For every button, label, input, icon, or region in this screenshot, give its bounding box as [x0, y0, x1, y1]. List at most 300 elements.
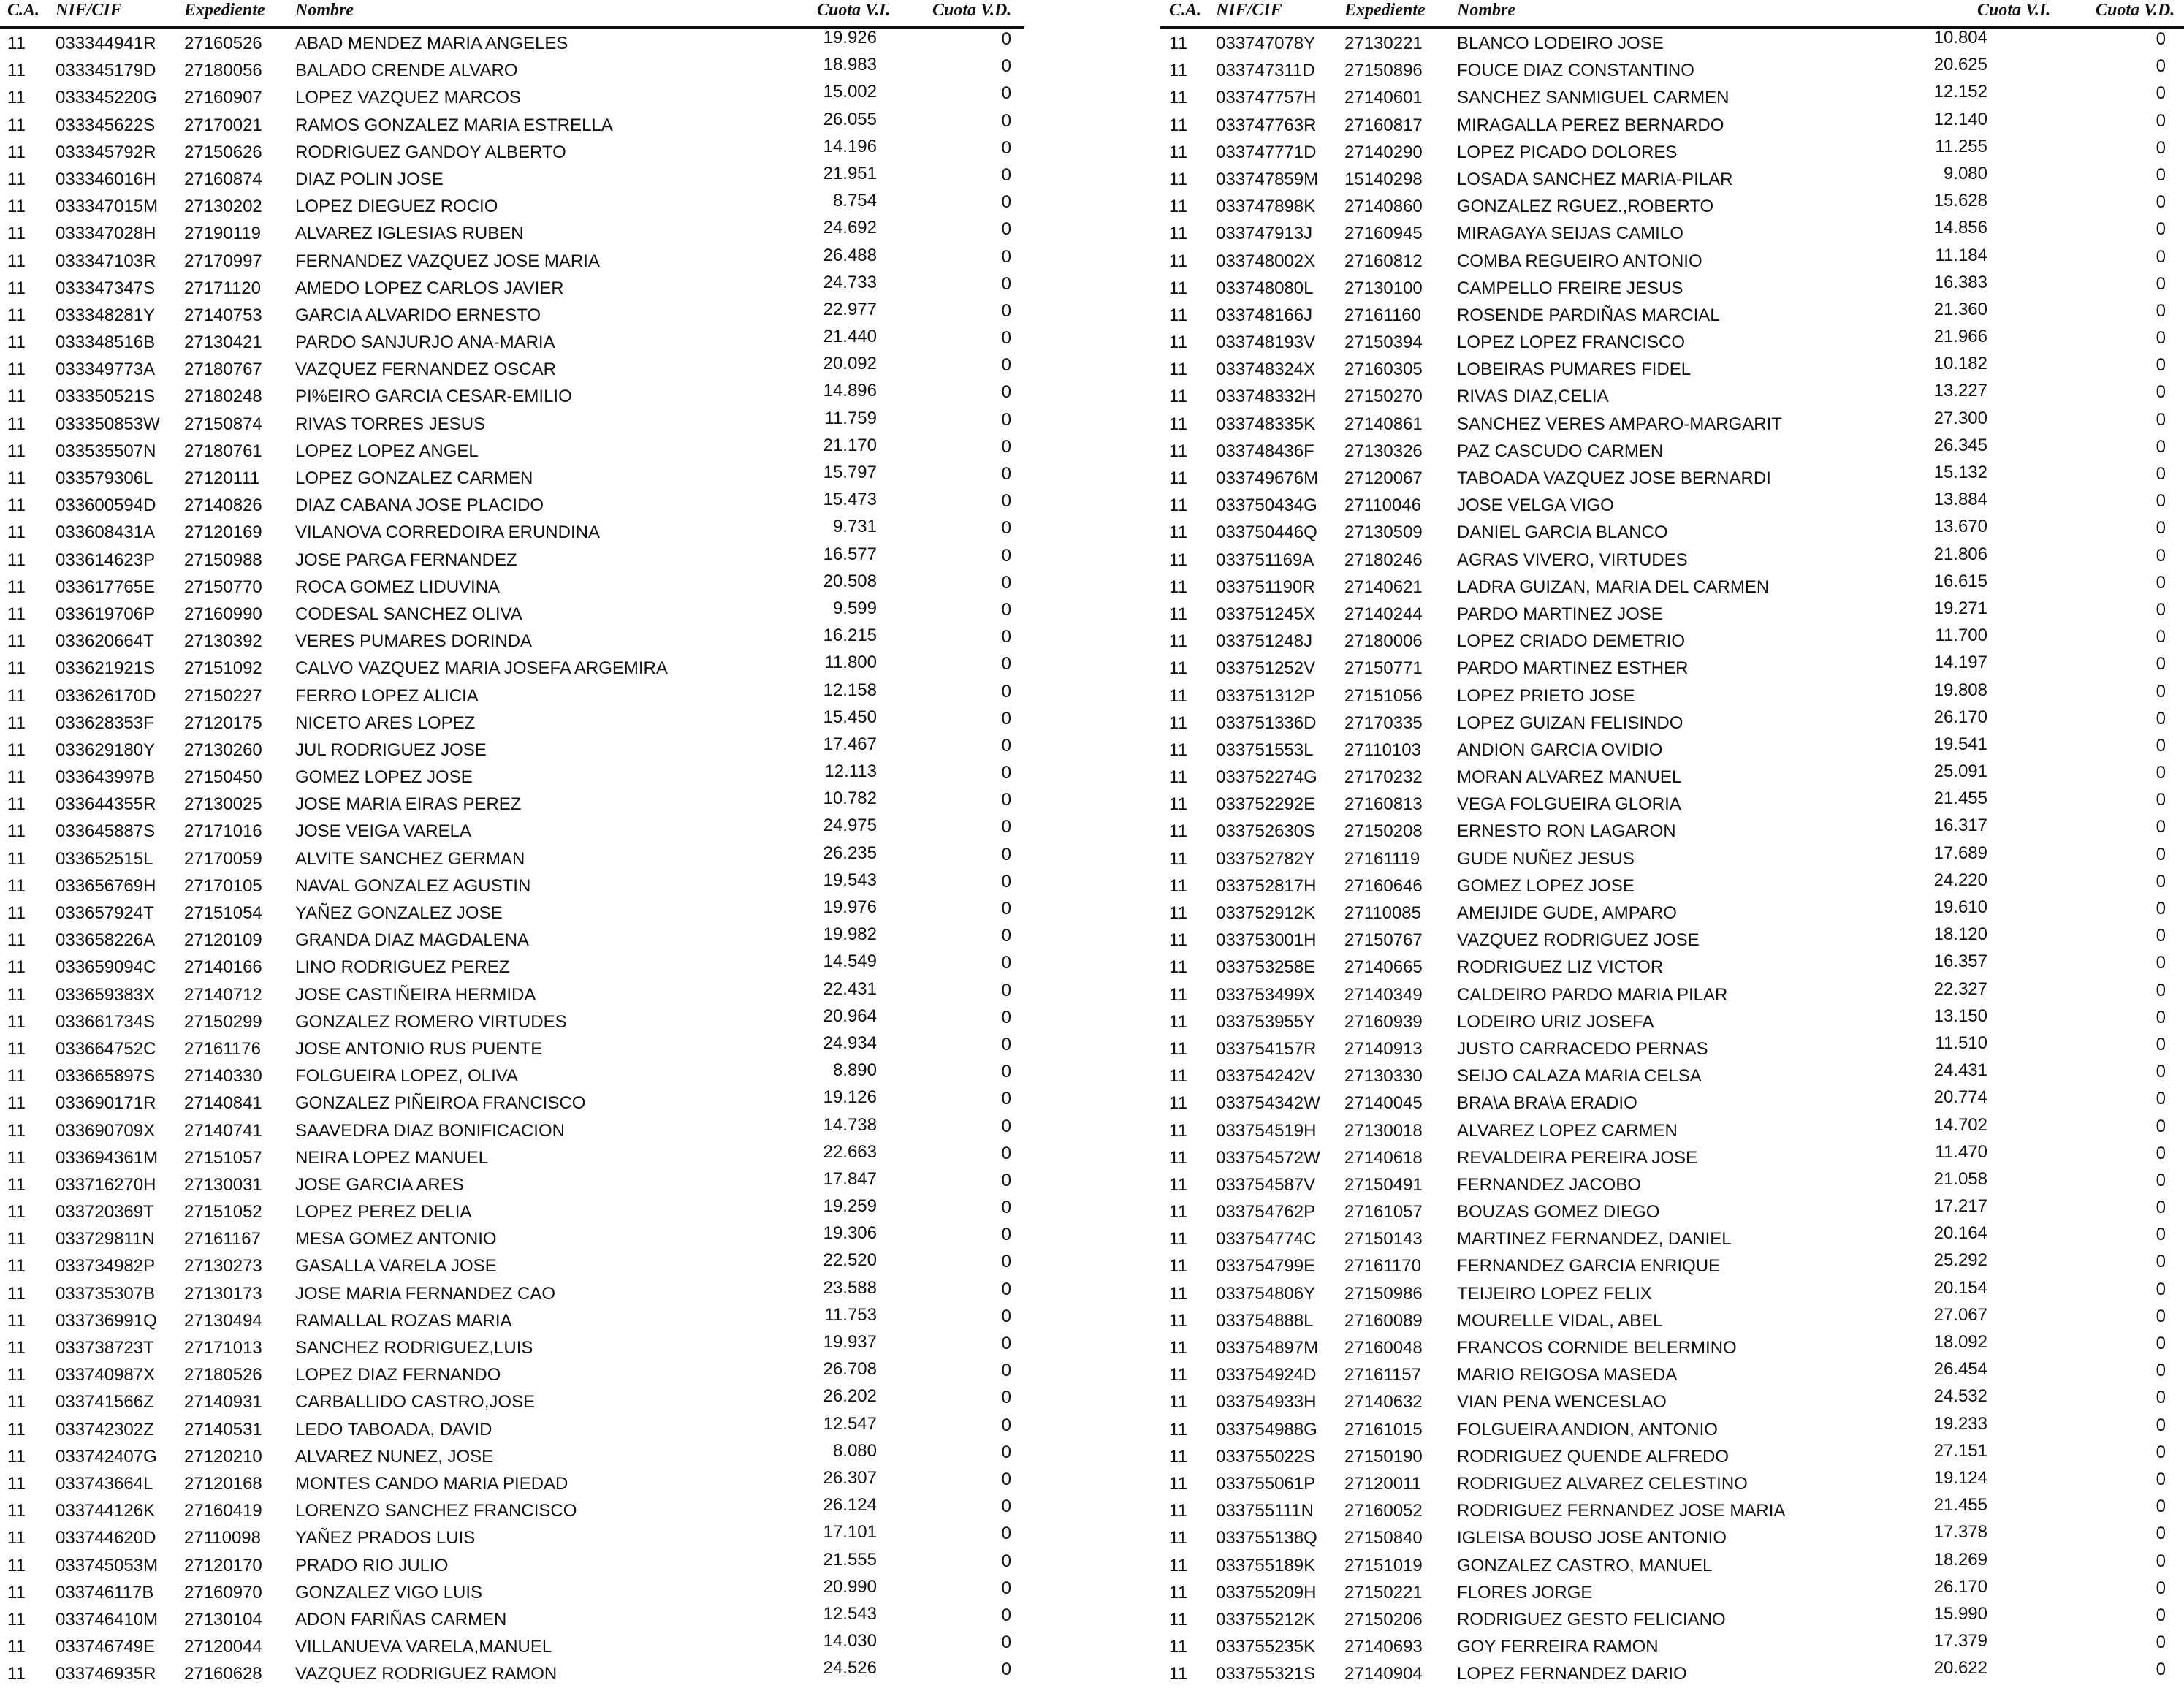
cuota-vd-cell: 0 [1001, 1578, 1011, 1598]
ca-cell: 11 [7, 1283, 26, 1304]
table-row [0, 1632, 1024, 1659]
cuota-vi-cell: 26.454 [1933, 1359, 1987, 1380]
cuota-vd-cell: 0 [1001, 436, 1011, 457]
nif-cell: 033754774C [1216, 1229, 1317, 1250]
cuota-vi-cell: 10.804 [1933, 28, 1987, 47]
expediente-cell: 27161176 [184, 1038, 261, 1059]
cuota-vi-cell: 20.622 [1933, 1658, 1987, 1678]
nif-cell: 033752817H [1216, 875, 1317, 896]
expediente-cell: 27150143 [1344, 1229, 1423, 1250]
table-row [1160, 1252, 2184, 1279]
table-row [1160, 1005, 2184, 1035]
expediente-cell: 27180767 [184, 360, 262, 380]
right-table-body [1160, 29, 2184, 1687]
nombre-cell: FLORES JORGE [1457, 1582, 1593, 1602]
nif-cell: 033620664T [56, 631, 154, 652]
cuota-vi-cell: 12.140 [1933, 109, 1987, 129]
cuota-vi-cell: 9.080 [1943, 163, 1987, 183]
expediente-cell: 27150206 [1344, 1609, 1423, 1630]
nombre-cell: MESA GOMEZ ANTONIO [295, 1229, 497, 1250]
nif-cell: 033736991Q [56, 1310, 157, 1331]
header-cuota-vi: Cuota V.I. [1977, 1, 2051, 20]
expediente-cell: 27160052 [1344, 1501, 1423, 1521]
nif-cell: 033746749E [56, 1637, 156, 1657]
cuota-vd-cell: 0 [2156, 83, 2166, 104]
cuota-vi-cell: 18.269 [1933, 1549, 1987, 1570]
cuota-vd-cell: 0 [2156, 1497, 2166, 1517]
nif-cell: 033346016H [56, 169, 156, 189]
cuota-vi-cell: 26.124 [823, 1495, 877, 1516]
nombre-cell: TABOADA VAZQUEZ JOSE BERNARDI [1457, 468, 1771, 488]
nif-cell: 033345792R [56, 142, 156, 162]
expediente-cell: 27120168 [184, 1473, 262, 1494]
ca-cell: 11 [7, 1365, 26, 1385]
cuota-vi-cell: 25.091 [1933, 761, 1987, 782]
ca-cell: 11 [7, 550, 26, 570]
ca-cell: 11 [1169, 1582, 1187, 1602]
expediente-cell: 27171016 [184, 821, 262, 842]
expediente-cell: 27120067 [1344, 468, 1423, 488]
nombre-cell: GRANDA DIAZ MAGDALENA [295, 930, 530, 951]
ca-cell: 11 [7, 658, 26, 679]
expediente-cell: 27180761 [184, 441, 262, 461]
cuota-vd-cell: 0 [2156, 1442, 2166, 1462]
cuota-vd-cell: 0 [1001, 518, 1011, 539]
nombre-cell: LOPEZ CRIADO DEMETRIO [1457, 631, 1686, 652]
cuota-vd-cell: 0 [1001, 1062, 1011, 1082]
cuota-vd-cell: 0 [1001, 871, 1011, 891]
cuota-vi-cell: 19.126 [823, 1087, 877, 1108]
nif-cell: 033579306L [56, 468, 153, 488]
expediente-cell: 27130273 [184, 1256, 262, 1277]
nombre-cell: PARDO MARTINEZ JOSE [1457, 604, 1663, 624]
expediente-cell: 27130509 [1344, 522, 1423, 543]
ca-cell: 11 [1169, 658, 1187, 679]
ca-cell: 11 [1169, 61, 1187, 81]
ca-cell: 11 [1169, 251, 1187, 271]
cuota-vi-cell: 22.977 [823, 299, 877, 319]
cuota-vd-cell: 0 [2156, 1551, 2166, 1571]
nombre-cell: LOPEZ FERNANDEZ DARIO [1457, 1664, 1687, 1684]
nombre-cell: ROCA GOMEZ LIDUVINA [295, 577, 501, 597]
expediente-cell: 27180056 [184, 61, 262, 81]
expediente-cell: 27160945 [1344, 224, 1423, 244]
nif-cell: 033345179D [56, 61, 156, 81]
ca-cell: 11 [1169, 984, 1187, 1005]
ca-cell: 11 [7, 34, 26, 53]
cuota-vd-cell: 0 [2156, 1578, 2166, 1598]
cuota-vd-cell: 0 [1001, 599, 1011, 620]
cuota-vi-cell: 20.990 [823, 1576, 877, 1597]
ca-cell: 11 [1169, 1174, 1187, 1195]
expediente-cell: 27120111 [184, 468, 260, 488]
ca-cell: 11 [7, 631, 26, 652]
table-row [0, 1279, 1024, 1307]
header-expediente: Expediente [184, 1, 265, 20]
expediente-cell: 27140860 [1344, 197, 1423, 217]
nombre-cell: JOSE PARGA FERNANDEZ [295, 550, 517, 570]
cuota-vd-cell: 0 [2156, 572, 2166, 593]
cuota-vi-cell: 11.800 [824, 653, 877, 673]
ca-cell: 11 [1169, 930, 1187, 951]
expediente-cell: 27150874 [184, 414, 262, 434]
cuota-vd-cell: 0 [2156, 1361, 2166, 1381]
right-table [1160, 0, 2184, 1687]
table-row [0, 682, 1024, 709]
nif-cell: 033752782Y [1216, 848, 1316, 869]
cuota-vd-cell: 0 [2156, 164, 2166, 185]
ca-cell: 11 [1169, 577, 1187, 597]
nif-cell: 033738723T [56, 1338, 154, 1358]
nombre-cell: GOY FERREIRA RAMON [1457, 1637, 1659, 1657]
nombre-cell: RODRIGUEZ LIZ VICTOR [1457, 957, 1664, 978]
nombre-cell: JUL RODRIGUEZ JOSE [295, 739, 487, 760]
cuota-vi-cell: 10.782 [823, 788, 877, 809]
nombre-cell: PARDO MARTINEZ ESTHER [1457, 658, 1689, 679]
nombre-cell: SANCHEZ RODRIGUEZ,LUIS [295, 1338, 533, 1358]
nif-cell: 033617765E [56, 577, 156, 597]
cuota-vi-cell: 15.473 [823, 490, 877, 510]
table-row [1160, 736, 2184, 763]
table-row [0, 1551, 1024, 1578]
table-row [0, 165, 1024, 192]
nombre-cell: MIRAGAYA SEIJAS CAMILO [1457, 224, 1683, 244]
cuota-vi-cell: 21.951 [823, 163, 877, 183]
table-row [1160, 1334, 2184, 1361]
expediente-cell: 27140841 [184, 1093, 262, 1114]
nombre-cell: MONTES CANDO MARIA PIEDAD [295, 1473, 568, 1494]
nombre-cell: LOPEZ VAZQUEZ MARCOS [295, 88, 521, 108]
nif-cell: 033742407G [56, 1446, 157, 1467]
ca-cell: 11 [1169, 1310, 1187, 1331]
nif-cell: 033748166J [1216, 305, 1313, 325]
table-row [0, 845, 1024, 872]
nombre-cell: MORAN ALVAREZ MANUEL [1457, 767, 1682, 788]
cuota-vd-cell: 0 [2156, 654, 2166, 674]
cuota-vd-cell: 0 [1001, 1279, 1011, 1299]
nif-cell: 033754762P [1216, 1202, 1316, 1222]
cuota-vd-cell: 0 [1001, 1361, 1011, 1381]
nombre-cell: RODRIGUEZ ALVAREZ CELESTINO [1457, 1473, 1748, 1494]
nombre-cell: AMEDO LOPEZ CARLOS JAVIER [295, 278, 564, 298]
table-row [1160, 247, 2184, 274]
cuota-vd-cell: 0 [1001, 382, 1011, 403]
expediente-cell: 27140931 [184, 1392, 262, 1412]
nif-cell: 033347028H [56, 224, 156, 244]
table-row [1160, 382, 2184, 409]
cuota-vi-cell: 24.431 [1933, 1060, 1987, 1081]
cuota-vd-cell: 0 [1001, 654, 1011, 674]
table-row [0, 192, 1024, 219]
cuota-vi-cell: 15.002 [823, 82, 877, 102]
nombre-cell: LOPEZ PEREZ DELIA [295, 1202, 472, 1222]
table-row [0, 817, 1024, 844]
table-row [1160, 845, 2184, 872]
expediente-cell: 27120011 [1344, 1473, 1421, 1494]
ca-cell: 11 [7, 251, 26, 271]
cuota-vi-cell: 26.170 [1933, 707, 1987, 727]
expediente-cell: 27130260 [184, 739, 262, 760]
nombre-cell: LOBEIRAS PUMARES FIDEL [1457, 360, 1692, 380]
expediente-cell: 15140298 [1344, 169, 1423, 189]
cuota-vi-cell: 19.271 [1933, 598, 1987, 618]
nombre-cell: NAVAL GONZALEZ AGUSTIN [295, 875, 531, 896]
cuota-vd-cell: 0 [2156, 763, 2166, 783]
ca-cell: 11 [1169, 1093, 1187, 1114]
cuota-vd-cell: 0 [2156, 926, 2166, 946]
table-row [1160, 1141, 2184, 1171]
header-cuota-vd: Cuota V.D. [2096, 1, 2175, 20]
nif-cell: 033690171R [56, 1093, 156, 1114]
cuota-vd-cell: 0 [2156, 1388, 2166, 1408]
table-row [1160, 355, 2184, 382]
cuota-vd-cell: 0 [2156, 1605, 2166, 1625]
cuota-vd-cell: 0 [2156, 1116, 2166, 1136]
cuota-vi-cell: 27.151 [1933, 1440, 1987, 1461]
table-row [0, 1415, 1024, 1442]
cuota-vi-cell: 24.733 [823, 272, 877, 292]
ca-cell: 11 [1169, 1011, 1187, 1032]
cuota-vi-cell: 18.092 [1933, 1332, 1987, 1352]
cuota-vd-cell: 0 [1001, 328, 1011, 349]
nombre-cell: CAMPELLO FREIRE JESUS [1457, 278, 1683, 298]
nombre-cell: DANIEL GARCIA BLANCO [1457, 522, 1668, 543]
cuota-vi-cell: 12.547 [823, 1413, 877, 1434]
cuota-vd-cell: 0 [1001, 681, 1011, 701]
expediente-cell: 27120175 [184, 712, 262, 733]
ca-cell: 11 [1169, 957, 1187, 978]
cuota-vi-cell: 19.259 [823, 1196, 877, 1217]
table-row [1160, 29, 2184, 56]
nif-cell: 033614623P [56, 550, 156, 570]
ca-cell: 11 [1169, 875, 1187, 896]
expediente-cell: 27130494 [184, 1310, 262, 1331]
table-row [1160, 627, 2184, 654]
nombre-cell: ALVAREZ LOPEZ CARMEN [1457, 1120, 1678, 1141]
nif-cell: 033755189K [1216, 1555, 1316, 1575]
table-row [0, 573, 1024, 600]
ca-cell: 11 [7, 278, 26, 298]
expediente-cell: 27150626 [184, 142, 262, 162]
nif-cell: 033347103R [56, 251, 156, 271]
cuota-vi-cell: 12.543 [823, 1603, 877, 1624]
expediente-cell: 27150771 [1344, 658, 1423, 679]
header-nombre: Nombre [295, 1, 354, 20]
cuota-vi-cell: 14.738 [823, 1114, 877, 1135]
nombre-cell: YAÑEZ GONZALEZ JOSE [295, 903, 503, 923]
cuota-vd-cell: 0 [2156, 382, 2166, 403]
expediente-cell: 27130392 [184, 631, 262, 652]
cuota-vi-cell: 20.092 [823, 354, 877, 374]
cuota-vd-cell: 0 [1001, 219, 1011, 240]
nif-cell: 033690709X [56, 1120, 156, 1141]
cuota-vi-cell: 17.689 [1933, 843, 1987, 863]
expediente-cell: 27130104 [184, 1609, 262, 1630]
cuota-vi-cell: 18.983 [823, 55, 877, 75]
cuota-vd-cell: 0 [2156, 735, 2166, 756]
cuota-vi-cell: 21.455 [1933, 788, 1987, 809]
cuota-vd-cell: 0 [1001, 1116, 1011, 1136]
header-cuota-vd: Cuota V.D. [932, 1, 1012, 20]
nif-cell: 033755061P [1216, 1473, 1316, 1494]
nif-cell: 033643997B [56, 767, 156, 788]
cuota-vd-cell: 0 [2156, 137, 2166, 158]
cuota-vi-cell: 18.120 [1933, 924, 1987, 945]
table-row [1160, 1035, 2184, 1062]
nombre-cell: VERES PUMARES DORINDA [295, 631, 533, 652]
cuota-vd-cell: 0 [1001, 1306, 1011, 1326]
nombre-cell: IGLEISA BOUSO JOSE ANTONIO [1457, 1528, 1727, 1548]
ca-cell: 11 [7, 848, 26, 869]
nif-cell: 033628353F [56, 712, 154, 733]
nombre-cell: ADON FARIÑAS CARMEN [295, 1609, 507, 1630]
ca-cell: 11 [1169, 1501, 1187, 1521]
ca-cell: 11 [7, 685, 26, 706]
cuota-vi-cell: 20.625 [1933, 55, 1987, 75]
cuota-vd-cell: 0 [2156, 871, 2166, 891]
cuota-vd-cell: 0 [2156, 29, 2166, 49]
ca-cell: 11 [7, 604, 26, 624]
nombre-cell: FOLGUEIRA ANDION, ANTONIO [1457, 1419, 1718, 1440]
expediente-cell: 27120044 [184, 1637, 262, 1657]
cuota-vi-cell: 8.754 [832, 191, 877, 211]
nombre-cell: RODRIGUEZ GESTO FELICIANO [1457, 1609, 1726, 1630]
header-nombre: Nombre [1457, 1, 1515, 20]
table-row [1160, 600, 2184, 627]
table-row [1160, 1279, 2184, 1307]
ca-cell: 11 [7, 1038, 26, 1059]
nif-cell: 033754519H [1216, 1120, 1317, 1141]
ca-cell: 11 [1169, 197, 1187, 217]
table-row [0, 736, 1024, 763]
cuota-vd-cell: 0 [1001, 926, 1011, 946]
expediente-cell: 27160939 [1344, 1011, 1423, 1032]
nombre-cell: RAMALLAL ROZAS MARIA [295, 1310, 512, 1331]
cuota-vd-cell: 0 [2156, 545, 2166, 566]
nif-cell: 033747913J [1216, 224, 1313, 244]
table-row [0, 546, 1024, 573]
expediente-cell: 27130031 [184, 1174, 262, 1195]
cuota-vi-cell: 20.774 [1933, 1087, 1987, 1108]
expediente-cell: 27180246 [1344, 550, 1423, 570]
table-row [1160, 138, 2184, 165]
cuota-vd-cell: 0 [2156, 491, 2166, 512]
ca-cell: 11 [7, 1419, 26, 1440]
expediente-cell: 27151092 [184, 658, 262, 679]
cuota-vd-cell: 0 [2156, 627, 2166, 647]
expediente-cell: 27120169 [184, 522, 262, 543]
expediente-cell: 27151056 [1344, 685, 1423, 706]
nombre-cell: GUDE NUÑEZ JESUS [1457, 848, 1635, 869]
expediente-cell: 27110098 [184, 1528, 261, 1548]
ca-cell: 11 [7, 903, 26, 923]
cuota-vd-cell: 0 [1001, 817, 1011, 837]
ca-cell: 11 [7, 577, 26, 597]
cuota-vd-cell: 0 [1001, 164, 1011, 185]
nif-cell: 033754988G [1216, 1419, 1317, 1440]
ca-cell: 11 [1169, 903, 1187, 923]
table-row [0, 274, 1024, 301]
expediente-cell: 27150270 [1344, 387, 1423, 407]
cuota-vd-cell: 0 [1001, 56, 1011, 77]
cuota-vd-cell: 0 [1001, 899, 1011, 919]
cuota-vi-cell: 12.158 [823, 680, 877, 700]
nombre-cell: LOSADA SANCHEZ MARIA-PILAR [1457, 169, 1733, 189]
expediente-cell: 27161015 [1344, 1419, 1423, 1440]
ca-cell: 11 [1169, 550, 1187, 570]
expediente-cell: 27160646 [1344, 875, 1423, 896]
nif-cell: 033747078Y [1216, 34, 1316, 53]
left-table-body [0, 29, 1024, 1687]
nif-cell: 033744126K [56, 1501, 156, 1521]
cuota-vi-cell: 22.327 [1933, 978, 1987, 999]
cuota-vd-cell: 0 [2156, 1415, 2166, 1435]
table-row [0, 437, 1024, 464]
table-row [0, 355, 1024, 382]
cuota-vd-cell: 0 [2156, 219, 2166, 240]
expediente-cell: 27130018 [1344, 1120, 1423, 1141]
expediente-cell: 27150767 [1344, 930, 1423, 951]
cuota-vd-cell: 0 [1001, 1442, 1011, 1462]
cuota-vd-cell: 0 [1001, 1198, 1011, 1218]
table-row [1160, 274, 2184, 301]
nif-cell: 033350521S [56, 387, 156, 407]
cuota-vd-cell: 0 [1001, 1252, 1011, 1272]
table-row [1160, 978, 2184, 1008]
nif-cell: 033348516B [56, 332, 156, 353]
table-row [1160, 1632, 2184, 1659]
nif-cell: 033740987X [56, 1365, 156, 1385]
expediente-cell: 27161157 [1344, 1365, 1421, 1385]
cuota-vd-cell: 0 [2156, 817, 2166, 837]
cuota-vd-cell: 0 [2156, 790, 2166, 810]
expediente-cell: 27140621 [1344, 577, 1423, 597]
ca-cell: 11 [7, 169, 26, 189]
nombre-cell: VAZQUEZ RODRIGUEZ RAMON [295, 1664, 558, 1684]
expediente-cell: 27150491 [1344, 1174, 1423, 1195]
ca-cell: 11 [7, 414, 26, 434]
nif-cell: 033350853W [56, 414, 160, 434]
nif-cell: 033748002X [1216, 251, 1316, 271]
cuota-vd-cell: 0 [2156, 192, 2166, 213]
expediente-cell: 27120170 [184, 1555, 262, 1575]
nif-cell: 033748436F [1216, 441, 1314, 461]
table-row [0, 654, 1024, 681]
cuota-vi-cell: 21.170 [823, 435, 877, 455]
cuota-vd-cell: 0 [1001, 1415, 1011, 1435]
cuota-vd-cell: 0 [1001, 273, 1011, 294]
nombre-cell: FERNANDEZ VAZQUEZ JOSE MARIA [295, 251, 600, 271]
expediente-cell: 27160970 [184, 1582, 262, 1602]
ca-cell: 11 [1169, 495, 1187, 516]
expediente-cell: 27140826 [184, 495, 262, 516]
cuota-vd-cell: 0 [2156, 1279, 2166, 1299]
expediente-cell: 27150988 [184, 550, 262, 570]
left-table-header [0, 0, 1024, 29]
ca-cell: 11 [7, 875, 26, 896]
table-row [0, 1198, 1024, 1225]
cuota-vi-cell: 20.154 [1933, 1277, 1987, 1298]
expediente-cell: 27161170 [1344, 1256, 1421, 1277]
table-row [1160, 491, 2184, 518]
ca-cell: 11 [1169, 1637, 1187, 1657]
cuota-vd-cell: 0 [2156, 1252, 2166, 1272]
expediente-cell: 27160419 [184, 1501, 262, 1521]
nif-cell: 033747757H [1216, 88, 1317, 108]
table-row [0, 1524, 1024, 1551]
nombre-cell: RODRIGUEZ GANDOY ALBERTO [295, 142, 566, 162]
cuota-vi-cell: 21.806 [1933, 544, 1987, 564]
